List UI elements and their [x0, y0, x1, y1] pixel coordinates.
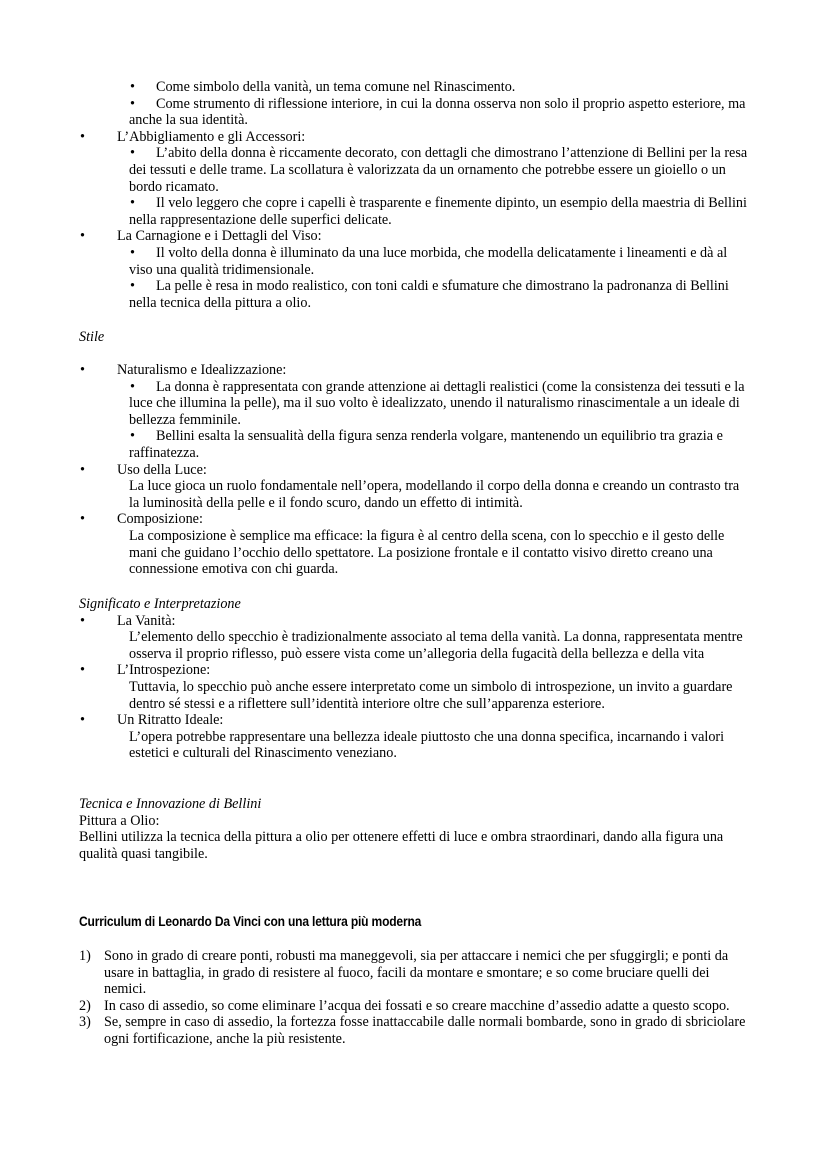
list-item-title: L’Abbigliamento e gli Accessori:	[117, 128, 306, 145]
list-item-text: Se, sempre in caso di assedio, la fortezza fosse inattaccabile dalle normali bombarde, sono in grado di sbriciolare ogni fortificazione, anche la più resistente.	[104, 1014, 746, 1047]
paragraph: Come simbolo della vanità, un tema comune nel Rinascimento.	[156, 79, 516, 95]
bullet-main: •	[80, 662, 85, 679]
bullet-sub: •	[130, 428, 135, 445]
paragraph: L’abito della donna è riccamente decorato, con dettagli che dimostrano l’attenzione di Bellini per la resa dei tessuti e delle trame. La scollatura è valorizzata da un ornamento che potrebbe essere un gioiello o un bordo ricamato.	[129, 145, 748, 195]
curriculum-list	[0, 948, 828, 1048]
list-item-title: Naturalismo e Idealizzazione:	[117, 362, 287, 378]
paragraph: La luce gioca un ruolo fondamentale nell’opera, modellando il corpo della donna e creando un contrasto tra la luminosità della pelle e il fondo scuro, dando un effetto di intimità.	[129, 478, 740, 511]
list-item-title: Un Ritratto Ideale:	[117, 712, 224, 729]
paragraph: Il volto della donna è illuminato da una luce morbida, che modella delicatamente i lineamenti e dà al viso una qualità tridimensionale.	[129, 244, 728, 278]
list-item-title: La Vanità:	[117, 612, 176, 629]
list-item-title: Uso della Luce:	[117, 461, 207, 478]
bullet-main: •	[80, 228, 85, 245]
section-stile-heading	[0, 329, 828, 346]
bullet-sub: •	[130, 278, 135, 295]
bullet-main: •	[80, 511, 85, 528]
list-number: 1)	[79, 948, 91, 964]
list-item-title: L’Introspezione:	[117, 662, 211, 679]
list-item	[0, 948, 828, 998]
paragraph: L’opera potrebbe rappresentare una bellezza ideale piuttosto che una donna specifica, incarnando i valori estetici e culturali del Rinascimento veneziano.	[129, 728, 725, 762]
bullet-main: •	[80, 461, 85, 478]
subheading: Pittura a Olio:	[79, 812, 160, 829]
list-item-title: Composizione:	[117, 511, 203, 528]
section-significato	[0, 596, 828, 762]
paragraph: L’elemento dello specchio è tradizionalmente associato al tema della vanità. La donna, rappresentata mentre osserva il proprio riflesso, può essere vista come un’allegoria della fugacità della bellezza e della vita	[129, 629, 743, 662]
list-number: 3)	[79, 1014, 91, 1031]
paragraph: Tuttavia, lo specchio può anche essere interpretato come un simbolo di introspezione, un invito a guardare dentro sé stessi e a riflettere sull’identità interiore oltre che sull’apparenza esteriore.	[129, 678, 733, 712]
bullet-sub: •	[130, 378, 135, 395]
bullet-main: •	[80, 362, 85, 378]
section-tecnica	[0, 796, 828, 862]
curriculum-title: Curriculum di Leonardo Da Vinci con una lettura più moderna	[79, 913, 422, 929]
bullet-sub: •	[130, 244, 135, 261]
list-item-title: La Carnagione e i Dettagli del Viso:	[117, 228, 322, 245]
paragraph: Bellini utilizza la tecnica della pittura a olio per ottenere effetti di luce e ombra straordinari, dando alla figura una qualità quasi tangibile.	[79, 829, 724, 862]
section-heading: Stile	[79, 329, 105, 345]
bullet-sub: •	[130, 79, 135, 95]
paragraph: La composizione è semplice ma efficace: la figura è al centro della scena, con lo specchio e il gesto delle mani che guidano l’occhio dello spettatore. La posizione frontale e il contatto visivo diretto creano una connessione emotiva con chi guarda.	[129, 527, 725, 578]
list-item-text: In caso di assedio, so come eliminare l’acqua dei fossati e so creare macchine d’assedio adatte a questo scopo.	[104, 997, 730, 1014]
paragraph: Come strumento di riflessione interiore, in cui la donna osserva non solo il proprio aspetto esteriore, ma anche la sua identità.	[129, 95, 746, 129]
section-heading: Significato e Interpretazione	[79, 596, 241, 612]
bullet-main: •	[80, 712, 85, 729]
bullet-sub: •	[130, 95, 135, 112]
paragraph: La pelle è resa in modo realistico, con toni caldi e sfumature che dimostrano la padronanza di Bellini nella tecnica della pittura a olio.	[129, 278, 729, 311]
list-item	[0, 1014, 828, 1047]
paragraph: Bellini esalta la sensualità della figura senza renderla volgare, mantenendo un equilibrio tra grazia e raffinatezza.	[129, 428, 723, 461]
paragraph: La donna è rappresentata con grande attenzione ai dettagli realistici (come la consistenza dei tessuti e la luce che illumina la pelle), ma il suo volto è idealizzato, unendo il naturalismo rinascimentale a un ideale di bellezza femminile.	[129, 378, 745, 428]
list-number: 2)	[79, 997, 91, 1014]
bullet-sub: •	[130, 195, 135, 212]
section-heading: Tecnica e Innovazione di Bellini	[79, 796, 262, 812]
paragraph: Il velo leggero che copre i capelli è trasparente e finemente dipinto, un esempio della maestria di Bellini nella rappresentazione delle superfici delicate.	[129, 195, 747, 228]
bullet-main: •	[80, 128, 85, 145]
list-item	[0, 998, 828, 1015]
top-continuation	[0, 79, 828, 311]
list-item-text: Sono in grado di creare ponti, robusti ma maneggevoli, sia per attaccare i nemici che per sfuggirgli; e ponti da usare in battaglia, in grado di resistere al fuoco, facili da montare e smontare; e so come bruciare quelli dei nemici.	[104, 948, 729, 998]
bullet-sub: •	[130, 145, 135, 162]
section-stile	[0, 362, 828, 578]
bullet-main: •	[80, 612, 85, 629]
